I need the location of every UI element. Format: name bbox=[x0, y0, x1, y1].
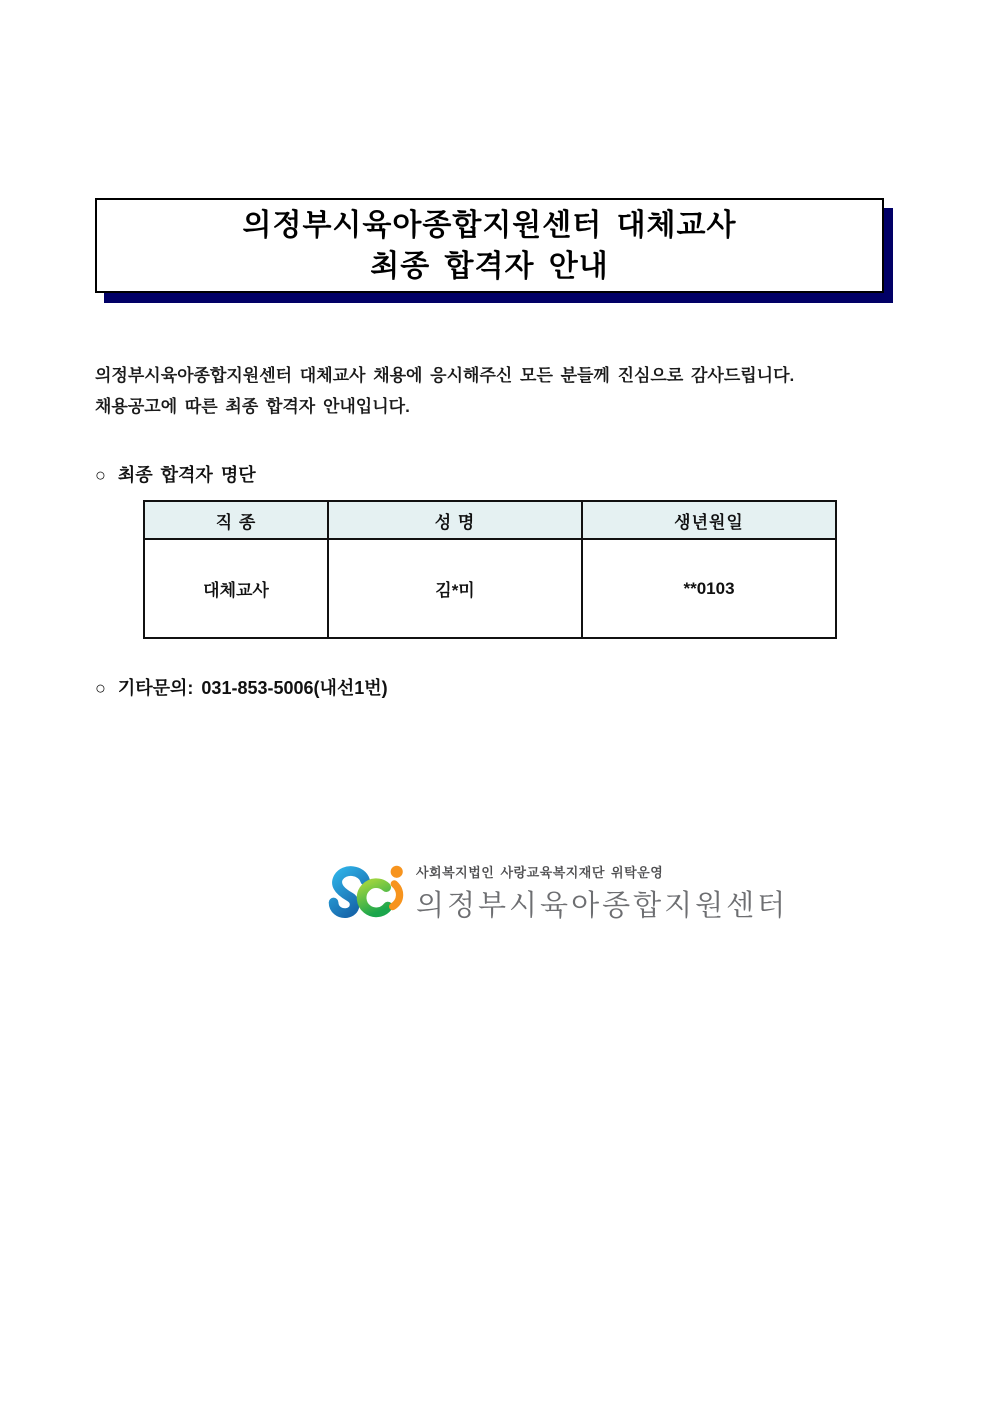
logo-tagline: 사회복지법인 사랑교육복지재단 위탁운영 bbox=[416, 865, 664, 880]
final-list-heading-label: 최종 합격자 명단 bbox=[117, 465, 256, 485]
final-pass-table bbox=[143, 500, 837, 639]
contact-text: 기타문의: 031-853-5006(내선1번) bbox=[117, 678, 388, 698]
table-header-row bbox=[144, 501, 836, 539]
col-header-job: 직 종 bbox=[144, 501, 328, 539]
logo-org-name: 의정부시육아종합지원센터 bbox=[416, 890, 789, 922]
cell-birthdate: **0103 bbox=[582, 539, 836, 638]
intro-paragraph bbox=[95, 360, 855, 422]
organization-logo bbox=[328, 854, 788, 926]
col-header-name: 성 명 bbox=[328, 501, 582, 539]
title-line-2: 최종 합격자 안내 bbox=[370, 249, 609, 283]
intro-line-2: 채용공고에 따른 최종 합격자 안내입니다. bbox=[95, 397, 410, 416]
title-line-1: 의정부시육아종합지원센터 대체교사 bbox=[242, 208, 737, 242]
circle-bullet-icon: ○ bbox=[95, 465, 106, 485]
logo-text-block bbox=[416, 854, 788, 924]
contact-line bbox=[95, 674, 388, 700]
intro-line-1: 의정부시육아종합지원센터 대체교사 채용에 응시해주신 모든 분들께 진심으로 감사드립니다. bbox=[95, 366, 795, 385]
title-box bbox=[95, 198, 884, 293]
col-header-birthdate: 생년원일 bbox=[582, 501, 836, 539]
cell-name: 김*미 bbox=[328, 539, 582, 638]
cell-job: 대체교사 bbox=[144, 539, 328, 638]
final-list-heading bbox=[95, 461, 256, 487]
circle-bullet-icon: ○ bbox=[95, 678, 106, 698]
table-row bbox=[144, 539, 836, 638]
sci-logo-icon bbox=[328, 858, 412, 926]
